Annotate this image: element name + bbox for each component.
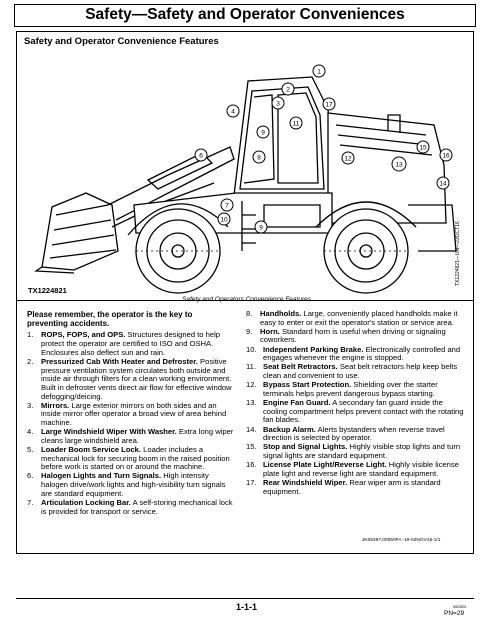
feature-number: 17. [246, 477, 257, 487]
feature-term: Pressurized Cab With Heater and Defroster. [41, 356, 198, 366]
feature-term: Rear Windshield Wiper. [263, 477, 348, 487]
callout-13: 13 [395, 161, 403, 169]
callout-6: 6 [199, 152, 203, 160]
callout-3: 3 [276, 100, 280, 108]
feature-item [246, 461, 466, 478]
feature-item [246, 328, 466, 345]
pn-label: PN=29 [444, 610, 465, 617]
figure-caption: Safety and Operators Convenience Features [182, 296, 311, 303]
callout-16: 16 [442, 152, 450, 160]
feature-text: Extra long wiper cleans large windshield area. [41, 427, 234, 445]
feature-text: Standard horn is useful when driving or signaling coworkers. [260, 326, 446, 345]
callout-17: 17 [325, 101, 333, 109]
feature-item [246, 381, 466, 398]
feature-item [246, 399, 466, 425]
feature-item [27, 446, 235, 472]
feature-item [246, 426, 466, 443]
feature-number: 4. [27, 427, 34, 437]
section-heading: Safety and Operator Convenience Features [24, 36, 219, 47]
feature-text: A secondary fan guard inside the cooling compartment helps prevent contact with the rotating fan blades. [263, 398, 464, 425]
feature-number: 15. [246, 442, 257, 452]
feature-item [27, 331, 235, 357]
callout-11: 11 [292, 120, 300, 128]
feature-number: 2. [27, 356, 34, 366]
callout-14: 14 [439, 180, 447, 188]
loader-illustration [16, 55, 474, 303]
feature-number: 12. [246, 380, 257, 390]
callout-9-alt: 9 [261, 129, 265, 137]
feature-number: 11. [246, 362, 256, 372]
callout-1: 1 [317, 68, 321, 76]
feature-number: 1. [27, 330, 34, 340]
feature-text: Large exterior mirrors on both sides and an inside mirror offer operator a broad view of area behind machine. [41, 400, 227, 427]
callout-2: 2 [286, 86, 290, 94]
feature-text: Shielding over the starter terminals helps prevent dangerous bypass starting. [263, 380, 438, 398]
feature-term: Mirrors. [41, 400, 70, 410]
figure-code: TX1224821—UN—23OCT16 [455, 221, 461, 286]
feature-item [27, 402, 235, 428]
page-title: Safety—Safety and Operator Conveniences [14, 4, 476, 27]
feature-item [246, 479, 466, 496]
footer-divider [16, 598, 474, 599]
feature-term: Seat Belt Retractors. [263, 362, 338, 372]
feature-term: Stop and Signal Lights. [263, 442, 348, 452]
feature-item [246, 363, 466, 380]
feature-text: High intensity halogen drive/work lights and high-visibility turn signals are standard equipment. [41, 471, 226, 498]
feature-number: 6. [27, 471, 34, 481]
feature-item [246, 310, 466, 327]
footer-small-code: 060920 [453, 604, 467, 609]
callout-9: 9 [259, 224, 263, 232]
feature-number: 10. [246, 344, 257, 354]
feature-term: Bypass Start Protection. [263, 380, 352, 390]
feature-term: Articulation Locking Bar. [41, 497, 131, 507]
feature-term: Horn. [260, 326, 280, 336]
feature-text: Alerts bystanders when reverse travel direction is selected by operator. [263, 424, 445, 443]
feature-text: Electronically controlled and engages whenever the engine is stopped. [263, 344, 461, 363]
feature-text: Highly visible stop lights and turn signal lights are standard equipment. [263, 442, 461, 460]
callout-8: 8 [257, 154, 261, 162]
feature-text: Structures designed to help protect the operator are certified to ISO and OSHA. Enclosures also deflect sun and rain. [41, 330, 220, 357]
feature-text: Loader includes a mechanical lock for securing boom in the raised position before work is started on or around the machine. [41, 444, 230, 472]
feature-number: 7. [27, 497, 34, 507]
intro-text: Please remember, the operator is the key to preventing accidents. [27, 310, 193, 329]
feature-term: Backup Alarm. [263, 424, 316, 434]
document-code: JK05397,00050FA -19-02NOV16-1/1 [362, 538, 441, 543]
feature-number: 16. [246, 460, 257, 470]
feature-item [27, 499, 235, 516]
feature-text: Positive pressure ventilation system circulates both outside and inside air through filters for a clean working environment. Built in defroster vents direct air flow for effective window defogging/deicing. [41, 356, 232, 401]
feature-term: ROPS, FOPS, and OPS. [41, 330, 126, 340]
callout-10: 10 [220, 216, 228, 224]
feature-text: Highly visible license plate light and reverse light are standard equipment. [263, 460, 459, 478]
feature-item [27, 358, 235, 401]
feature-term: Handholds. [260, 309, 302, 318]
feature-term: Halogen Lights and Turn Signals. [41, 471, 162, 481]
feature-text: Rear wiper arm is standard equipment. [263, 477, 441, 496]
callout-7: 7 [225, 202, 229, 210]
feature-term: Independent Parking Brake. [263, 344, 364, 354]
feature-term: Large Windshield Wiper With Washer. [41, 427, 177, 437]
callout-12: 12 [344, 155, 352, 163]
feature-number: 5. [27, 444, 34, 454]
feature-text: A self-storing mechanical lock is provided for transport or service. [41, 497, 233, 516]
feature-text: Seat belt retractors help keep belts clean and convenient to use. [263, 362, 458, 381]
feature-term: License Plate Light/Reverse Light. [263, 460, 387, 470]
feature-item [27, 428, 235, 445]
feature-term: Loader Boom Service Lock. [41, 444, 142, 454]
feature-item [246, 443, 466, 460]
feature-item [246, 346, 466, 363]
feature-number: 8. [246, 309, 253, 318]
feature-number: 13. [246, 398, 257, 408]
page-number: 1-1-1 [235, 602, 257, 612]
feature-text: Large, conveniently placed handholds make it easy to enter or exit the operator's station or service area. [260, 309, 458, 327]
figure-id: TX1224821 [28, 286, 67, 295]
feature-number: 9. [246, 326, 253, 336]
feature-term: Engine Fan Guard. [263, 398, 331, 408]
feature-column-left [27, 310, 235, 517]
feature-item [27, 472, 235, 498]
feature-number: 14. [246, 424, 257, 434]
wheel-loader-drawing [16, 55, 474, 303]
callout-15: 15 [419, 144, 427, 152]
callout-4: 4 [231, 108, 235, 116]
feature-column-right [246, 310, 466, 497]
feature-number: 3. [27, 400, 34, 410]
